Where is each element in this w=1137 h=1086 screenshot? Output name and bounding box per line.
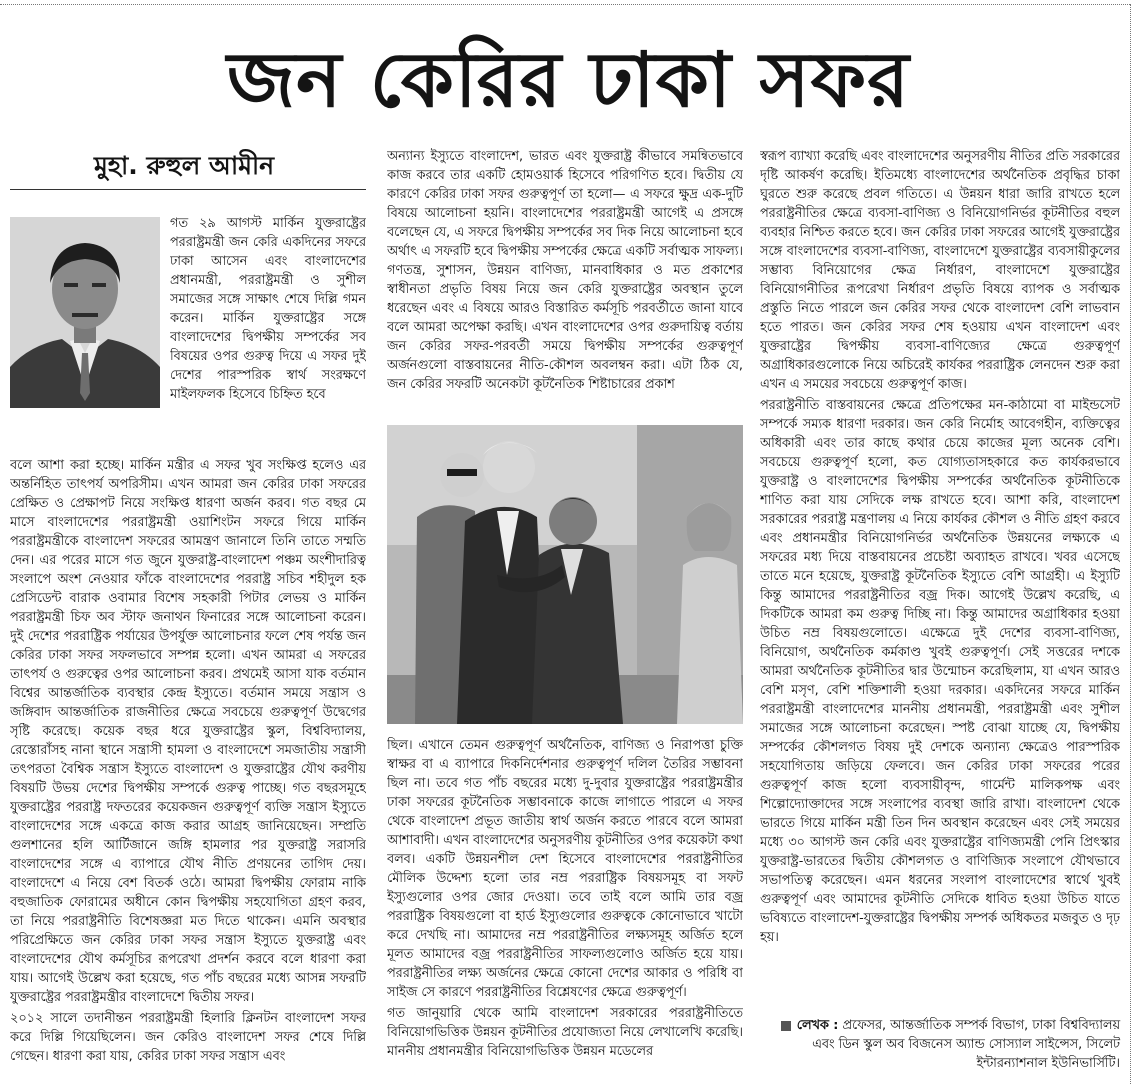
author-footnote — [780, 1016, 1120, 1073]
square-bullet-icon — [781, 1021, 791, 1031]
headline: জন কেরির ঢাকা সফর — [227, 35, 910, 124]
news-photo-figure — [387, 425, 743, 724]
right-dotted-border — [1130, 4, 1131, 1084]
article-column-3 — [760, 147, 1120, 995]
byline-rule — [10, 189, 366, 190]
author-details: প্রফেসর, আন্তর্জাতিক সম্পর্ক বিভাগ, ঢাকা বিশ্ববিদ্যালয় এবং ডিন স্কুল অব বিজনেস অ্যান্ড সোস্যাল সাইন্সেস, সিলেট ইন্টারন্যাশনাল ইউনিভার্সিটি। — [812, 1018, 1120, 1071]
news-photo — [387, 425, 743, 724]
article-column-2-top — [387, 147, 743, 423]
article-paragraph: ২০১২ সালে তদানীন্তন পররাষ্ট্রমন্ত্রী হিলারি ক্লিনটন বাংলাদেশ সফর করে দিল্লি গিয়েছিলেন। জন কেরিও বাংলাদেশ সফর শেষে দিল্লি গেছেন। ধারণা করা যায়, কেরির ঢাকা সফর সন্ত্রাস এবং — [10, 1011, 366, 1064]
article-paragraph: গত জানুয়ারি থেকে আমি বাংলাদেশ সরকারের পররাষ্ট্রনীতিতে বিনিয়োগভিত্তিক উন্নয়ন কূটনীতির প্রযোজ্যতা নিয়ে লেখালেখি করেছি। মাননীয় প্রধানমন্ত্রীর বিনিয়োগভিত্তিক উন্নয়ন মডেলের — [387, 1006, 743, 1059]
article-paragraph: পররাষ্ট্রনীতি বাস্তবায়নের ক্ষেত্রে প্রতিপক্ষের মন-কাঠামো বা মাইন্ডসেট সম্পর্কে সম্যক ধারণা দরকার। জন কেরি নির্মোহ আবেগহীন, ব্যক্তিত্বের অধিকারী এবং তার কাছে কথার চেয়ে কাজের মূল্য অনেক বেশি। সবচেয়ে গুরুত্বপূর্ণ হলো, কত যোগ্যতাসহকারে কত কার্যকরভাবে যুক্তরাষ্ট্র ও বাংলাদেশের দ্বিপক্ষীয় সম্পর্কের অর্থনৈতিক কূটনীতিকে শাণিত করা যায় সেদিকে লক্ষ রাখতে হবে। আশা করি, বাংলাদেশ সরকারের পররাষ্ট্র মন্ত্রণালয় এ নিয়ে কার্যকর কৌশল ও নীতি গ্রহণ করবে এবং প্রধানমন্ত্রীর বিনিয়োগনির্ভর অর্থনৈতিক উন্নয়নের লক্ষ্যকে এ সফরের মধ্য দিয়ে বাস্তবায়নের প্রচেষ্টা অব্যাহত রাখবে। খবর এসেছে তাতে মনে হয়েছে, যুক্তরাষ্ট্র কূটনৈতিক ইস্যুতে বেশি আগ্রহী। এ ইস্যুটি কিন্তু আমাদের পররাষ্ট্রনীতির বজ্র দিক। আগেই উল্লেখ করেছি, এ দিকটিকে আমরা কম গুরুত্ব দিচ্ছি না। কিন্তু আমাদের অগ্রাধিকার হওয়া উচিত নম্র বিষয়গুলোতে। এক্ষেত্রে দুই দেশের ব্যবসা-বাণিজ্য, বিনিয়োগ, অর্থনৈতিক কর্মকাণ্ড খুবই গুরুত্বপূর্ণ। সেই সত্তরের দশকে আমরা অর্থনৈতিক কূটনীতির দ্বার উন্মোচন করেছিলাম, যা এখন আরও বেশি মসৃণ, বেশি শক্তিশালী হওয়া দরকার। একদিনের সফরে মার্কিন পররাষ্ট্রমন্ত্রী বাংলাদেশের মাননীয় প্রধানমন্ত্রী, পররাষ্ট্রমন্ত্রী এবং সুশীল সমাজের সঙ্গে আলোচনা করেছেন। স্পষ্ট বোঝা যাচ্ছে যে, দ্বিপক্ষীয় সম্পর্কের কৌশলগত বিষয় দুই দেশকে অন্যান্য ক্ষেত্রেও পারস্পরিক সহযোগিতায় জড়িয়ে ফেলবে। জন কেরির ঢাকা সফরের পরের গুরুত্বপূর্ণ কাজ হলো ব্যবসায়ীবৃন্দ, গার্মেন্ট মালিকপক্ষ এবং শিল্পোদ্যোক্তাদের সঙ্গে সংলাপের ব্যবস্থা জারি রাখা। বাংলাদেশ থেকে ভারতে গিয়ে মার্কিন মন্ত্রী তিন দিন অবস্থান করেছেন এবং সেই সময়ের মধ্যে ৩০ আগস্ট জন কেরি এবং যুক্তরাষ্ট্রের বাণিজ্যমন্ত্রী পেনি প্রিৎস্কার যুক্তরাষ্ট্র-ভারতের দ্বিতীয় কৌশলগত ও বাণিজ্যিক সংলাপে যৌথভাবে সভাপতিত্ব করেছেন। এমন ধরনের সংলাপ বাংলাদেশের স্বার্থে খুবই গুরুত্বপূর্ণ এবং আমাদের কূটনীতি সেদিকে ধাবিত হওয়া উচিত যাতে ভবিষ্যতে বাংলাদেশ-যুক্তরাষ্ট্রের দ্বিপক্ষীয় সম্পর্ক অধিকতর মজবুত ও দৃঢ় হয়। — [760, 398, 1120, 945]
article-paragraph: অন্যান্য ইস্যুতে বাংলাদেশ, ভারত এবং যুক্তরাষ্ট্র কীভাবে সমন্বিতভাবে কাজ করবে তার একটি হোমওয়ার্ক হিসেবে পরিগণিত হবে। দ্বিতীয় যে কারণে কেরির ঢাকা সফর গুরুত্বপূর্ণ তা হলো— এ সফরে ক্ষুদ্র এক-দুটি বিষয়ে আলোচনা হয়নি। বাংলাদেশের পররাষ্ট্রমন্ত্রী আগেই এ প্রসঙ্গে বলেছেন যে, এ সফরে দ্বিপক্ষীয় সম্পর্কের সব দিক নিয়ে আলোচনা হবে অর্থাৎ এ সফরটি হবে দ্বিপক্ষীয় সম্পর্কের ক্ষেত্রে একটি সর্বাত্মক সাফল্য। গণতন্ত্র, সুশাসন, উন্নয়ন বাণিজ্য, মানবাধিকার ও মত প্রকাশের স্বাধীনতা প্রভৃতি বিষয় নিয়ে জন কেরি যুক্তরাষ্ট্রের অবস্থান তুলে ধরেছেন এবং এ বিষয়ে আরও বিস্তারিত কর্মসূচি পরবর্তীতে জানা যাবে বলে আমরা অপেক্ষা করছি। এখন বাংলাদেশের ওপর গুরুদায়িত্ব বর্তায় জন কেরির সফর-পরবর্তী সময়ে দ্বিপক্ষীয় সম্পর্কের গুরুত্বপূর্ণ অর্জনগুলো বাস্তবায়নের নীতি-কৌশল অবলম্বন করা। এটা ঠিক যে, জন কেরির সফরটি অনেকটা কূটনৈতিক শিষ্টাচারের প্রকাশ — [387, 149, 743, 392]
article-paragraph: স্বরূপ ব্যাখ্যা করেছি এবং বাংলাদেশের অনুসরণীয় নীতির প্রতি সরকারের দৃষ্টি আকর্ষণ করেছি। ইতিমধ্যে বাংলাদেশের অর্থনৈতিক প্রবৃদ্ধির চাকা ঘুরতে শুরু করেছে প্রবল গতিতে। এ উন্নয়ন ধারা জারি রাখতে হলে পররাষ্ট্রনীতির ক্ষেত্রে ব্যবসা-বাণিজ্য ও বিনিয়োগনির্ভর কূটনীতির বহুল ব্যবহার নিশ্চিত করতে হবে। জন কেরির ঢাকা সফরের আগেই যুক্তরাষ্ট্রের সঙ্গে বাংলাদেশের ব্যবসা-বাণিজ্য, বাংলাদেশে যুক্তরাষ্ট্রের ব্যবসায়ীকুলের সম্ভাব্য বিনিয়োগের ক্ষেত্র নির্ধারণ, বাংলাদেশে যুক্তরাষ্ট্রের বিনিয়োগনীতির রূপরেখা নির্ধারণ প্রভৃতি বিষয়ে ব্যাপক ও সর্বাত্মক প্রস্তুতি নিতে পারলে জন কেরির সফর থেকে বাংলাদেশ বেশি লাভবান হতে পারত। জন কেরির সফর শেষ হওয়ায় এখন বাংলাদেশ এবং যুক্তরাষ্ট্রের দ্বিপক্ষীয় ব্যবসা-বাণিজ্যের ক্ষেত্রে গুরুত্বপূর্ণ অগ্রাধিকারগুলোকে নিয়ে অচিরেই কার্যকর পররাষ্ট্রিক লেনদেন শুরু করা এখন এ সময়ের সবচেয়ে গুরুত্বপূর্ণ কাজ। — [760, 149, 1120, 392]
author-portrait-figure — [10, 217, 160, 408]
article-paragraph: বলে আশা করা হচ্ছে। মার্কিন মন্ত্রীর এ সফর খুব সংক্ষিপ্ত হলেও এর অন্তর্নিহিত তাৎপর্য অপরিসীম। এখন আমরা জন কেরির ঢাকা সফরের প্রেক্ষিত ও প্রেক্ষাপট নিয়ে সংক্ষিপ্ত ধারণা অর্জন করব। গত বছর মে মাসে বাংলাদেশের পররাষ্ট্রমন্ত্রী ওয়াশিংটন সফরে গিয়ে মার্কিন পররাষ্ট্রমন্ত্রীকে বাংলাদেশ সফরের আমন্ত্রণ জানালে তিনি তাতে সম্মতি দেন। এর পরের মাসে গত জুনে যুক্তরাষ্ট্র-বাংলাদেশ পঞ্চম অংশীদারিত্ব সংলাপে অংশ নেওয়ার ফাঁকে বাংলাদেশের পররাষ্ট্র সচিব শহীদুল হক প্রেসিডেন্ট বারাক ওবামার বিশেষ সহকারী পিটার লেভয় ও মার্কিন পররাষ্ট্রমন্ত্রী চিফ অব স্টাফ জনাথন ফিনারের সঙ্গে আলোচনা করেন। দুই দেশের পররাষ্ট্রিক পর্যায়ের উপর্যুক্ত আলোচনার ফলে শেষ পর্যন্ত জন কেরির ঢাকা সফর সফলভাবে সম্পন্ন হলো। এখন আমরা এ সফরের তাৎপর্য ও গুরুত্বের ওপর আলোচনা করব। প্রথমেই আসা যাক বর্তমান বিশ্বের আন্তর্জাতিক ব্যবস্থার কেন্দ্র ইস্যুতে। বর্তমান সময়ে সন্ত্রাস ও জঙ্গিবাদ আন্তর্জাতিক রাজনীতির ক্ষেত্রে সবচেয়ে গুরুত্বপূর্ণ উদ্বেগের সৃষ্টি করেছে। কয়েক বছর ধরে যুক্তরাষ্ট্রের স্কুল, বিশ্ববিদ্যালয়, রেস্তোরাঁসহ নানা স্থানে সন্ত্রাসী হামলা ও বাংলাদেশে সমজাতীয় সন্ত্রাসী তৎপরতা বৈশ্বিক সন্ত্রাস ইস্যুতে বাংলাদেশ ও যুক্তরাষ্ট্রের যৌথ করণীয় বিষয়টি উভয় দেশের দ্বিপক্ষীয় সম্পর্কে গুরুত্ব পাচ্ছে। গত বছরসমূহে যুক্তরাষ্ট্রের পররাষ্ট্র দফতরের কয়েকজন গুরুত্বপূর্ণ ব্যক্তি সন্ত্রাস ইস্যুতে বাংলাদেশের সঙ্গে একত্রে কাজ করার আগ্রহ জানিয়েছেন। সম্প্রতি গুলশানের হলি আর্টিজানে জঙ্গি হামলার পর যুক্তরাষ্ট্র সরাসরি বাংলাদেশের সঙ্গে এ ব্যাপারে যৌথ নীতি প্রণয়নের তাগিদ দেয়। বাংলাদেশে এ নিয়ে বেশ বিতর্ক ওঠে। আমরা দ্বিপক্ষীয় ফোরাম নাকি বহুজাতিক ফোরামের অধীনে কোন দ্বিপক্ষীয় সহযোগিতা গ্রহণ করব, তা নিয়ে পররাষ্ট্রনীতি বিশেষজ্ঞরা মত দিতে থাকেন। এমনি অবস্থার পরিপ্রেক্ষিতে জন কেরির ঢাকা সফর সন্ত্রাস ইস্যুতে যুক্তরাষ্ট্র এবং বাংলাদেশের যৌথ কর্মসূচির রূপরেখা প্রদর্শন করবে বলে ধারণা করা যায়। আগেই উল্লেখ করা হয়েছে, গত পাঁচ বছরের মধ্যে আসন্ন সফরটি যুক্তরাষ্ট্রের পররাষ্ট্রমন্ত্রীর বাংলাদেশে দ্বিতীয় সফর। — [10, 458, 366, 1005]
article-column-2-bottom — [387, 736, 743, 1084]
article-column-1-top — [170, 214, 366, 454]
top-dotted-border — [0, 4, 1130, 5]
article-column-1-bottom — [10, 456, 366, 1084]
author-label: লেখক : — [796, 1018, 839, 1033]
author-portrait — [10, 217, 160, 408]
byline: মুহা. রুহুল আমীন — [94, 151, 275, 180]
article-paragraph: গত ২৯ আগস্ট মার্কিন যুক্তরাষ্ট্রের পররাষ্ট্রমন্ত্রী জন কেরি একদিনের সফরে ঢাকা আসেন এবং বাংলাদেশের প্রধানমন্ত্রী, পররাষ্ট্রমন্ত্রী ও সুশীল সমাজের সঙ্গে সাক্ষাৎ শেষে দিল্লি গমন করেন। মার্কিন যুক্তরাষ্ট্রের সঙ্গে বাংলাদেশের দ্বিপক্ষীয় সম্পর্কের সব বিষয়ের ওপর গুরুত্ব দিয়ে এ সফর দুই দেশের পারস্পরিক স্বার্থ সংরক্ষণে মাইলফলক হিসেবে চিহ্নিত হবে — [170, 216, 366, 402]
article-paragraph: ছিল। এখানে তেমন গুরুত্বপূর্ণ অর্থনৈতিক, বাণিজ্য ও নিরাপত্তা চুক্তি স্বাক্ষর বা এ ব্যাপারে দিকনির্দেশনার গুরুত্বপূর্ণ দলিল তৈরির সম্ভাবনা ছিল না। তবে গত পাঁচ বছরের মধ্যে দু-দুবার যুক্তরাষ্ট্রের পররাষ্ট্রমন্ত্রীর ঢাকা সফরের কূটনৈতিক সম্ভাবনাকে কাজে লাগাতে পারলে এ সফর থেকে বাংলাদেশ প্রভূত জাতীয় স্বার্থ অর্জন করতে পারবে বলে আমরা আশাবাদী। এখন বাংলাদেশের অনুসরণীয় কূটনীতির ওপর কয়েকটা কথা বলব। একটি উন্নয়নশীল দেশ হিসেবে বাংলাদেশের পররাষ্ট্রনীতির মৌলিক উদ্দেশ্য হলো তার নম্র পররাষ্ট্রিক বিষয়সমূহ বা সফট ইস্যুগুলোর ওপর জোর দেওয়া। তবে তাই বলে আমি তার বজ্র পররাষ্ট্রিক বিষয়গুলো বা হার্ড ইস্যুগুলোর গুরুত্বকে কোনোভাবে খাটো করে দেখছি না। আমাদের নম্র পররাষ্ট্রনীতির লক্ষ্যসমূহ অর্জিত হলে মূলত আমাদের বজ্র পররাষ্ট্রনীতির সাফল্যগুলোও অর্জিত হয়ে যায়। পররাষ্ট্রনীতির লক্ষ্য অর্জনের ক্ষেত্রে কোনো দেশের আকার ও পরিধি বা সাইজ সে কারণে পররাষ্ট্রনীতির বিশ্লেষণের ক্ষেত্রে গুরুত্বপূর্ণ। — [387, 738, 743, 1000]
